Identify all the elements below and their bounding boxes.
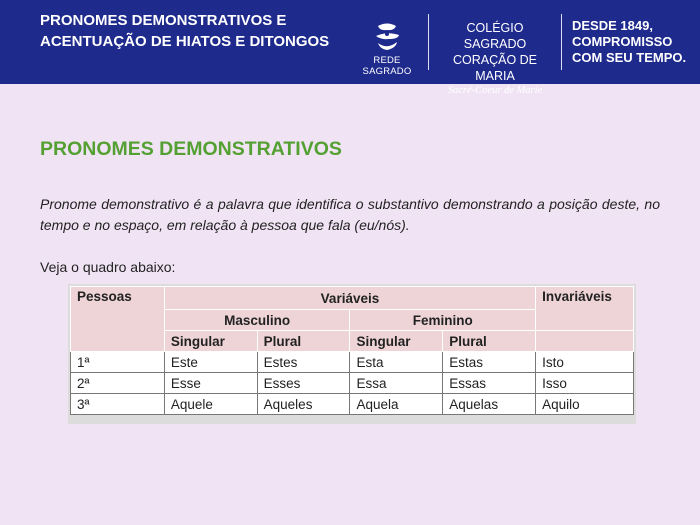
cell-fem-plural: Aquelas [443,394,536,415]
cell-pessoa: 2ª [71,373,165,394]
cell-masc-singular: Aquele [164,394,257,415]
cell-invariavel: Aquilo [536,394,634,415]
cell-masc-plural: Aqueles [257,394,350,415]
slogan-line3: COM SEU TEMPO. [572,50,687,65]
header-pessoas: Pessoas [71,287,165,352]
cell-fem-singular: Essa [350,373,443,394]
cell-fem-singular: Aquela [350,394,443,415]
header-singular-masculino: Singular [164,331,257,352]
colegio-line2: CORAÇÃO DE MARIA [452,53,538,83]
colegio-line1: COLÉGIO SAGRADO [463,21,527,51]
header-invariaveis-blank [536,331,634,352]
cell-invariavel: Isto [536,352,634,373]
cell-fem-singular: Esta [350,352,443,373]
cell-masc-singular: Este [164,352,257,373]
table-row [71,394,634,415]
section-title: PRONOMES DEMONSTRATIVOS [40,138,342,160]
cell-masc-plural: Estes [257,352,350,373]
sagrado-logo-icon [372,22,402,52]
slogan-line2: COMPROMISSO [572,34,673,49]
colegio-line3: Sacré-Coeur de Marie [447,85,543,96]
table-row [71,352,634,373]
cell-pessoa: 1ª [71,352,165,373]
slogan-line1: DESDE 1849, [572,18,653,33]
header-plural-feminino: Plural [443,331,536,352]
cell-pessoa: 3ª [71,394,165,415]
header-feminino: Feminino [350,310,536,331]
presentation-title-line1: PRONOMES DEMONSTRATIVOS E [40,12,287,29]
header-banner [0,0,700,96]
intro-paragraph: Pronome demonstrativo é a palavra que identifica o substantivo demonstrando a posição deste, no tempo e no espaço, em relação à pessoa que fala (eu/nós). [40,196,660,233]
header-plural-masculino: Plural [257,331,350,352]
slogan [572,18,686,66]
table-row [71,373,634,394]
table-intro-text: Veja o quadro abaixo: [40,259,176,275]
header-divider [561,14,562,70]
header-divider [428,14,429,70]
colegio-brand [436,20,554,98]
header-singular-feminino: Singular [350,331,443,352]
rede-sagrado-label: REDE SAGRADO [362,55,412,77]
header-masculino: Masculino [164,310,350,331]
presentation-title [40,10,329,52]
cell-masc-singular: Esse [164,373,257,394]
cell-fem-plural: Essas [443,373,536,394]
header-variaveis: Variáveis [164,287,535,310]
presentation-title-line2: ACENTUAÇÃO DE HIATOS E DITONGOS [40,33,330,50]
cell-masc-plural: Esses [257,373,350,394]
pronouns-table [70,286,634,415]
cell-invariavel: Isso [536,373,634,394]
header-invariaveis: Invariáveis [536,287,634,331]
cell-fem-plural: Estas [443,352,536,373]
